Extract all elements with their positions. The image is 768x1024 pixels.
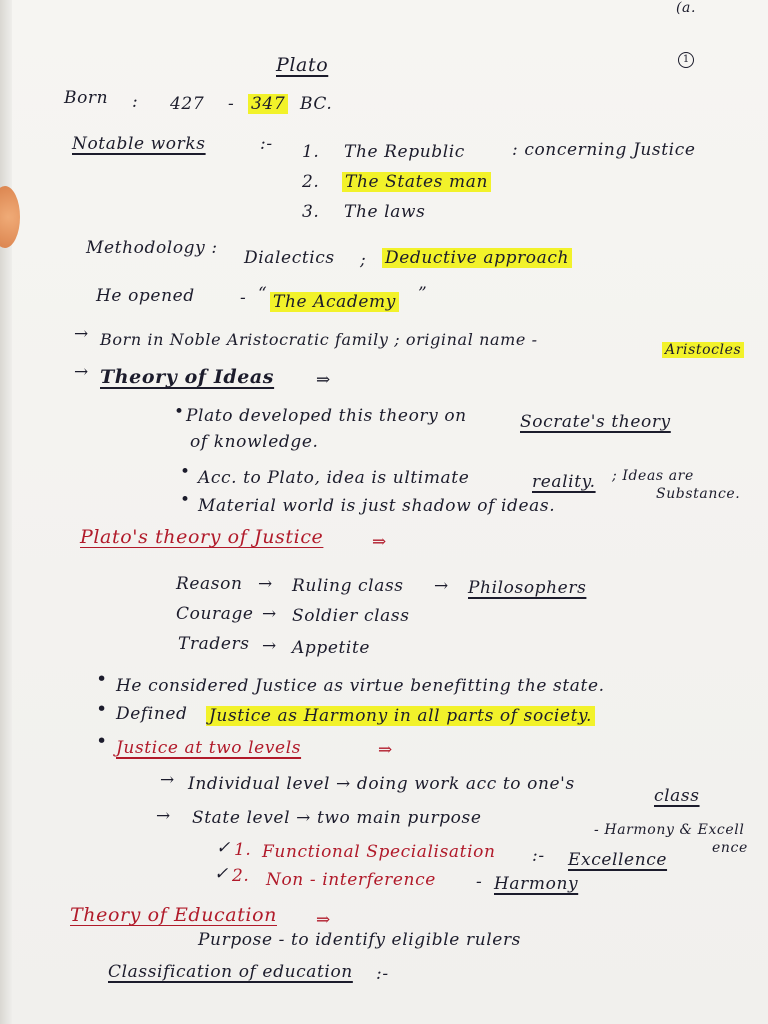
justice-row-3-a: Traders [178, 634, 250, 654]
justice-bullet-dot-1: • [96, 668, 108, 690]
born-note-highlight: Aristocles [662, 342, 744, 358]
justice-row-2-b: Soldier class [292, 606, 410, 626]
purpose-1-num: 1. [234, 840, 252, 860]
work-num-2: 2. [302, 172, 320, 192]
purpose-1-text: Functional Specialisation [262, 842, 496, 862]
justice-levels-tail: ⇒ [378, 740, 393, 760]
level-2-arrow: → [156, 806, 171, 826]
justice-heading: Plato's theory of Justice [80, 526, 324, 548]
ideas-bullet-dot-2: • [180, 462, 191, 482]
level-2-extra2: ence [712, 840, 748, 856]
born-era: BC. [300, 94, 333, 114]
methodology-sep: ; [360, 250, 367, 270]
ideas-bullet-dot-3: • [180, 490, 191, 510]
methodology-highlight: Deductive approach [382, 248, 572, 268]
notable-works-colon: :- [260, 134, 273, 154]
born-dash: - [228, 94, 235, 114]
purpose-2-sep: - [476, 872, 483, 892]
justice-bullet-dot-3: • [96, 730, 108, 752]
justice-row-2-a: Courage [176, 604, 254, 624]
purpose-1-value: Excellence [568, 850, 668, 870]
level-2-extra: - Harmony & Excell [594, 822, 745, 838]
ideas-bullet-1-underlined: Socrate's theory [520, 412, 671, 432]
ideas-bullet-1-text: Plato developed this theory on [186, 406, 467, 426]
ideas-tail: ⇒ [316, 370, 331, 390]
purpose-2-text: Non - interference [266, 870, 436, 890]
opened-highlight: The Academy [270, 292, 399, 312]
justice-row-1-arr1: → [258, 574, 273, 594]
born-colon: : [132, 92, 139, 112]
purpose-1-sep: :- [532, 846, 545, 866]
work-num-3: 3. [302, 202, 320, 222]
born-label: Born [64, 88, 109, 108]
justice-defined-highlight: Justice as Harmony in all parts of society. [206, 706, 595, 726]
ideas-bullet-2-underlined: reality. [532, 472, 596, 492]
education-classification-tail: :- [376, 964, 389, 984]
justice-tail: ⇒ [372, 532, 387, 552]
education-heading: Theory of Education [70, 904, 277, 926]
education-purpose: Purpose - to identify eligible rulers [198, 930, 521, 950]
work-note-1: : concerning Justice [512, 140, 696, 160]
born-year-to: 347 [248, 94, 288, 114]
justice-row-1-b: Ruling class [292, 576, 404, 596]
justice-row-1-a: Reason [176, 574, 243, 594]
purpose-1-check: ✓ [216, 838, 231, 858]
opened-quote-open: “ [258, 284, 268, 304]
justice-bullet-dot-2: • [96, 698, 108, 720]
justice-row-1-c: Philosophers [468, 578, 587, 598]
purpose-2-num: 2. [232, 866, 250, 886]
born-year-from: 427 [170, 94, 205, 114]
opened-dash: - [240, 288, 247, 308]
methodology-label: Methodology : [86, 238, 218, 258]
ideas-bullet-2-text: Acc. to Plato, idea is ultimate [198, 468, 470, 488]
born-note-arrow: → [74, 324, 89, 344]
work-title-2: The States man [342, 172, 491, 192]
page-crease [0, 0, 12, 1024]
opened-label: He opened [96, 286, 195, 306]
justice-row-3-b: Appetite [292, 638, 371, 658]
education-tail: ⇒ [316, 910, 331, 930]
born-note-text: Born in Noble Aristocratic family ; original name - [100, 330, 538, 349]
ideas-heading: Theory of Ideas [100, 366, 275, 388]
justice-row-3-arr1: → [262, 636, 277, 656]
ideas-arrow: → [74, 362, 89, 382]
level-1-text: Individual level → doing work acc to one's [188, 774, 575, 794]
level-1-arrow: → [160, 770, 175, 790]
purpose-2-value: Harmony [494, 874, 579, 894]
justice-bullet-1: He considered Justice as virtue benefitting the state. [116, 676, 605, 696]
work-num-1: 1. [302, 142, 320, 162]
level-2-text: State level → two main purpose [192, 808, 482, 828]
methodology-value: Dialectics [244, 248, 335, 268]
work-title-3: The laws [344, 202, 426, 222]
thumb-shadow [0, 186, 20, 248]
ideas-bullet-2-side2: Substance. [656, 486, 741, 502]
ideas-bullet-1-cont: of knowledge. [190, 432, 319, 452]
justice-row-1-arr2: → [434, 576, 449, 596]
page-title: Plato [276, 54, 329, 76]
education-classification: Classification of education [108, 962, 353, 982]
ideas-bullet-3-text: Material world is just shadow of ideas. [198, 496, 556, 516]
work-title-1: The Republic [344, 142, 465, 162]
opened-quote-close: ” [418, 284, 428, 304]
level-1-underlined: class [654, 786, 700, 806]
justice-row-2-arr1: → [262, 604, 277, 624]
ideas-bullet-2-side: ; Ideas are [612, 468, 694, 484]
justice-bullet-2: Defined [116, 704, 188, 724]
ideas-bullet-dot-1: • [174, 402, 185, 422]
page-number: 1 [678, 52, 694, 68]
purpose-2-check: ✓ [214, 864, 229, 884]
notable-works-label: Notable works [72, 134, 206, 154]
justice-bullet-3: Justice at two levels [116, 738, 302, 758]
corner-mark: (a. [676, 0, 697, 16]
